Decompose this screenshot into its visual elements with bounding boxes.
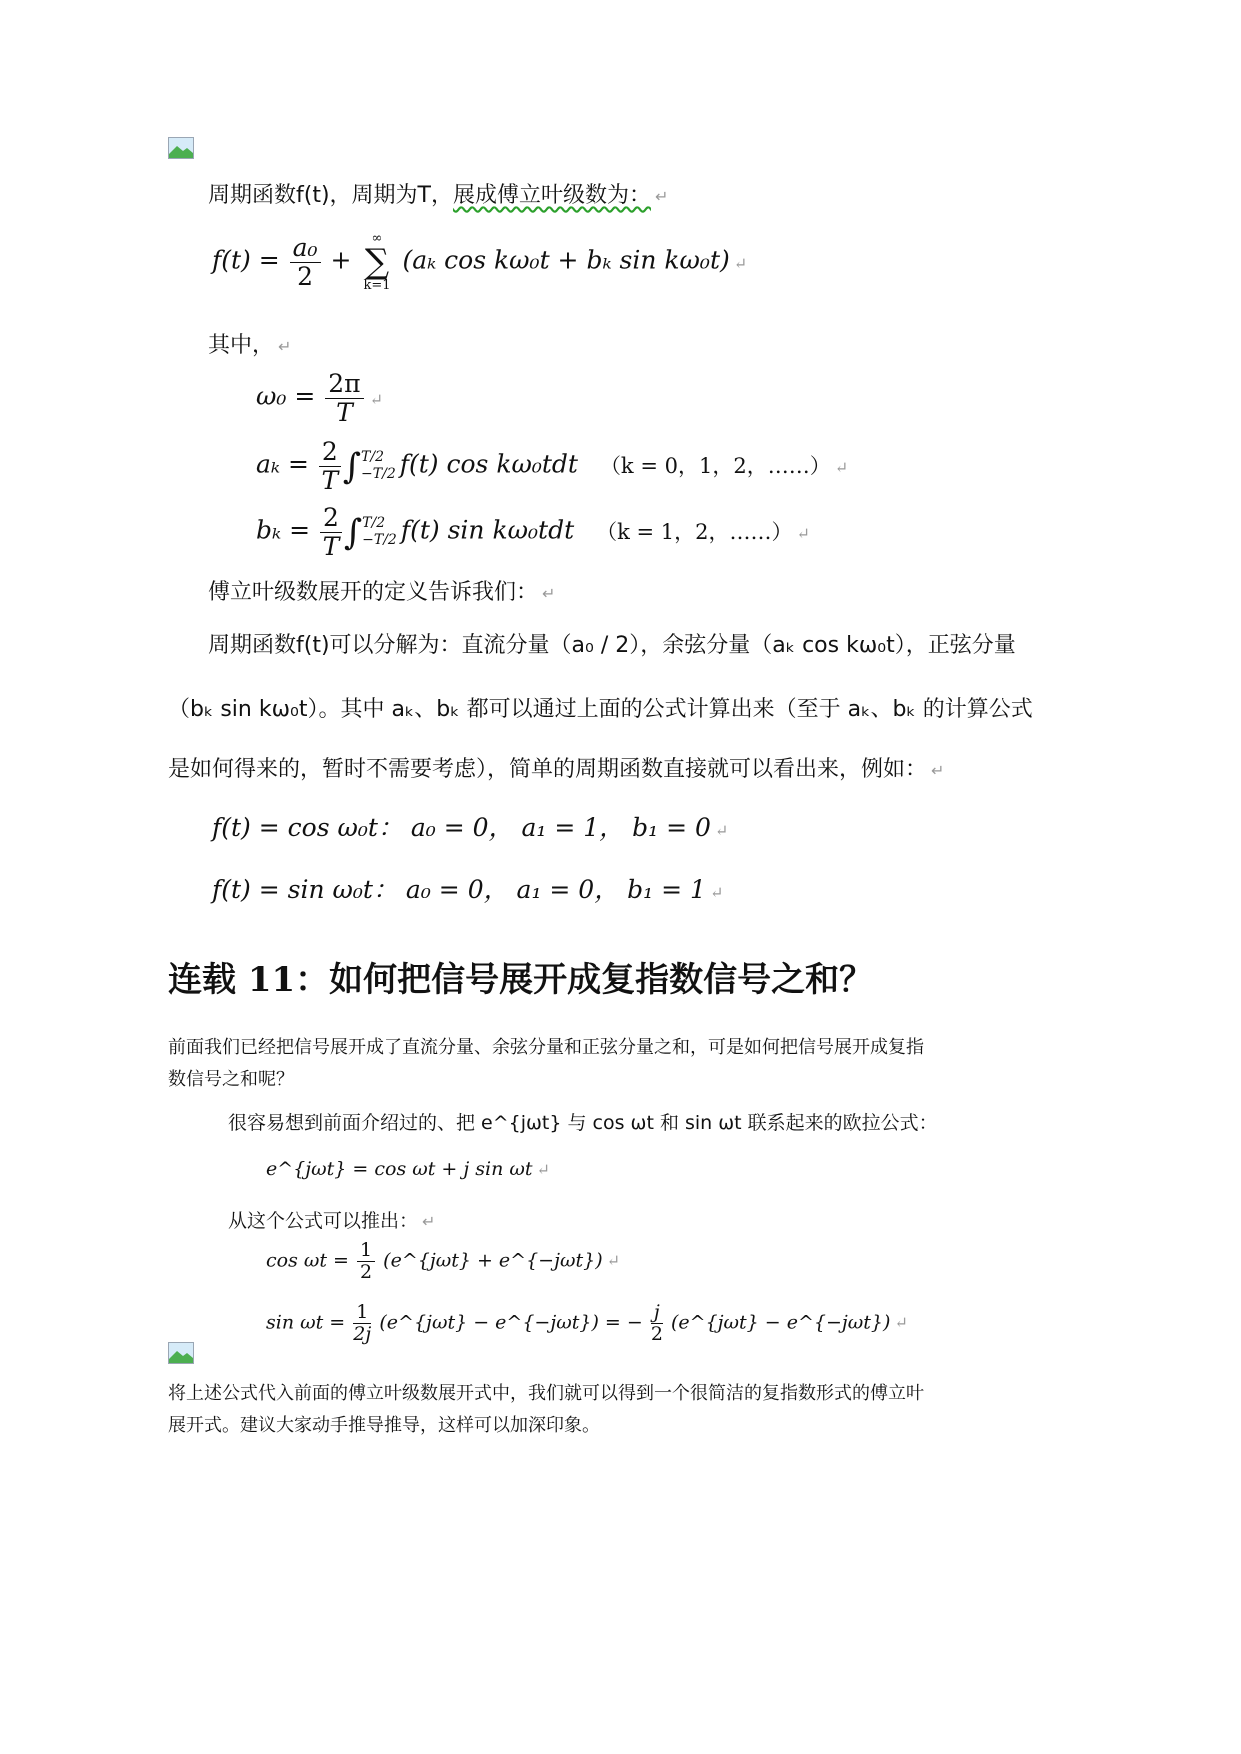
ak-formula: aₖ = $\frac{2}{T}$ ∫T/2 −T/2 f(t) cos kω₀tdt （k = 0，1，2，……） ↵ (256, 437, 849, 495)
decomposition-line-2: （bₖ sin kω₀t）。其中 aₖ、bₖ 都可以通过上面的公式计算出来（至于 aₖ、bₖ 的计算公式 (168, 697, 1033, 722)
decomposition-line-1: 周期函数f(t)可以分解为：直流分量（a₀ / 2），余弦分量（aₖ cos kω₀t），正弦分量 (208, 633, 1016, 658)
bk-formula: bₖ = $\frac{2}{T}$ ∫T/2 −T/2 f(t) sin kω₀tdt （k = 1，2，……） ↵ (256, 503, 810, 561)
image-placeholder-icon (168, 1342, 194, 1364)
derive-label: 从这个公式可以推出： ↵ (228, 1210, 436, 1232)
where-label: 其中， ↵ (208, 333, 292, 358)
paragraph-2: 将上述公式代入前面的傅立叶级数展开式中，我们就可以得到一个很简洁的复指数形式的傅立叶 展开式。建议大家动手推导推导，这样可以加深印象。 (168, 1383, 924, 1436)
paragraph-1: 前面我们已经把信号展开成了直流分量、余弦分量和正弦分量之和，可是如何把信号展开成复指 数信号之和呢？ (168, 1037, 924, 1090)
sin-formula: sin ωt = $\frac{1}{2j}$ (e^{jωt} − e^{−jωt}) = − $\frac{j}{2}$ (e^{jωt} − e^{−jωt}) ↵ (266, 1301, 908, 1345)
definition-line: 傅立叶级数展开的定义告诉我们： ↵ (208, 580, 556, 605)
cos-formula: cos ωt = $\frac{1}{2}$ (e^{jωt} + e^{−jωt}) ↵ (266, 1239, 621, 1283)
example-sin: f(t) = sin ω₀t： a₀ = 0， a₁ = 0， b₁ = 1 ↵ (212, 875, 724, 904)
section-heading: 连载 11：如何把信号展开成复指数信号之和？ (168, 960, 874, 1000)
euler-formula: e^{jωt} = cos ωt + j sin ωt ↵ (266, 1158, 550, 1180)
fourier-series-formula: f(t) = $\frac{\text{a₀}}{2}$ + ∞ ∑ k=1 (aₖ cos kω₀t + bₖ sin kω₀t) ↵ (212, 231, 748, 293)
image-placeholder-icon (168, 137, 194, 159)
intro-line: 周期函数f(t)，周期为T，展成傅立叶级数为： ↵ (208, 183, 669, 208)
example-cos: f(t) = cos ω₀t： a₀ = 0， a₁ = 1， b₁ = 0 ↵ (212, 813, 729, 842)
euler-intro: 很容易想到前面介绍过的、把 e^{jωt} 与 cos ωt 和 sin ωt 联系起来的欧拉公式： (228, 1112, 938, 1134)
decomposition-line-3: 是如何得来的，暂时不需要考虑），简单的周期函数直接就可以看出来，例如： ↵ (168, 757, 945, 782)
omega-formula: ω₀ = $\frac{2\pi}{T}$ ↵ (256, 369, 384, 427)
